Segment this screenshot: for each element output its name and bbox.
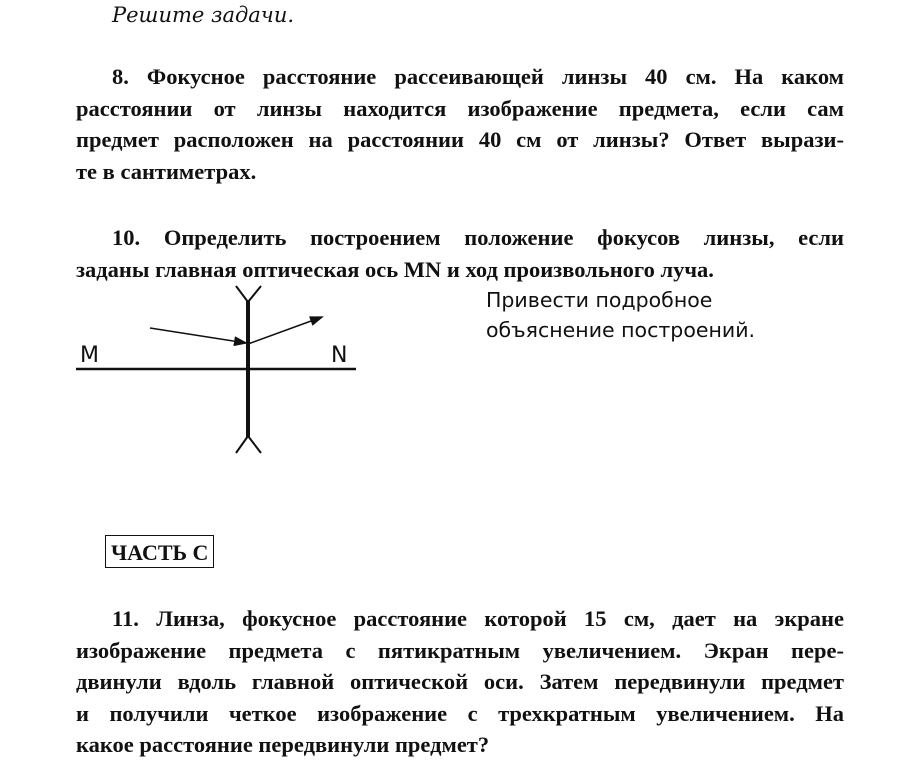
incident-ray <box>150 328 246 343</box>
task-10-line-2: заданы главная оптическая ось MN и ход произвольного луча. <box>76 256 714 282</box>
lens-top-tip <box>236 286 261 302</box>
task-11-line-5: какое расстояние передвинули предмет? <box>76 732 490 757</box>
task-8-line-4: те в сантиметрах. <box>76 158 257 184</box>
task-10-note-line-2: объяснение построений. <box>486 318 756 342</box>
task-11-line-1: 11. Линза, фокусное расстояние которой 15 см, дает на экране <box>112 606 844 631</box>
axis-label-n: N <box>331 343 348 368</box>
axis-label-m: M <box>80 343 99 368</box>
section-c-label: ЧАСТЬ С <box>105 535 214 568</box>
task-10-line-1: 10. Определить построением положение фокусов линзы, если <box>112 225 844 250</box>
task-11-line-3: двинули вдоль главной оптической оси. Затем передвинули предмет <box>76 669 844 694</box>
refracted-ray <box>248 317 322 344</box>
task-11 <box>76 603 844 761</box>
task-8-line-2: расстоянии от линзы находится изображение предмета, если сам <box>76 95 844 121</box>
task-10-note-line-1: Привести подробное <box>486 288 713 312</box>
task-11-line-2: изображение предмета с пятикратным увеличением. Экран пере- <box>76 637 844 663</box>
page-heading: Решите задачи. <box>112 3 295 27</box>
task-8-line-1: 8. Фокусное расстояние рассеивающей линзы 40 см. На каком <box>112 64 844 89</box>
task-11-line-4: и получили четкое изображение с трехкратным увеличением. На <box>76 700 844 726</box>
lens-bottom-tip <box>236 436 261 453</box>
task-8-line-3: предмет расположен на расстоянии 40 см от линзы? Ответ вырази- <box>76 127 844 152</box>
